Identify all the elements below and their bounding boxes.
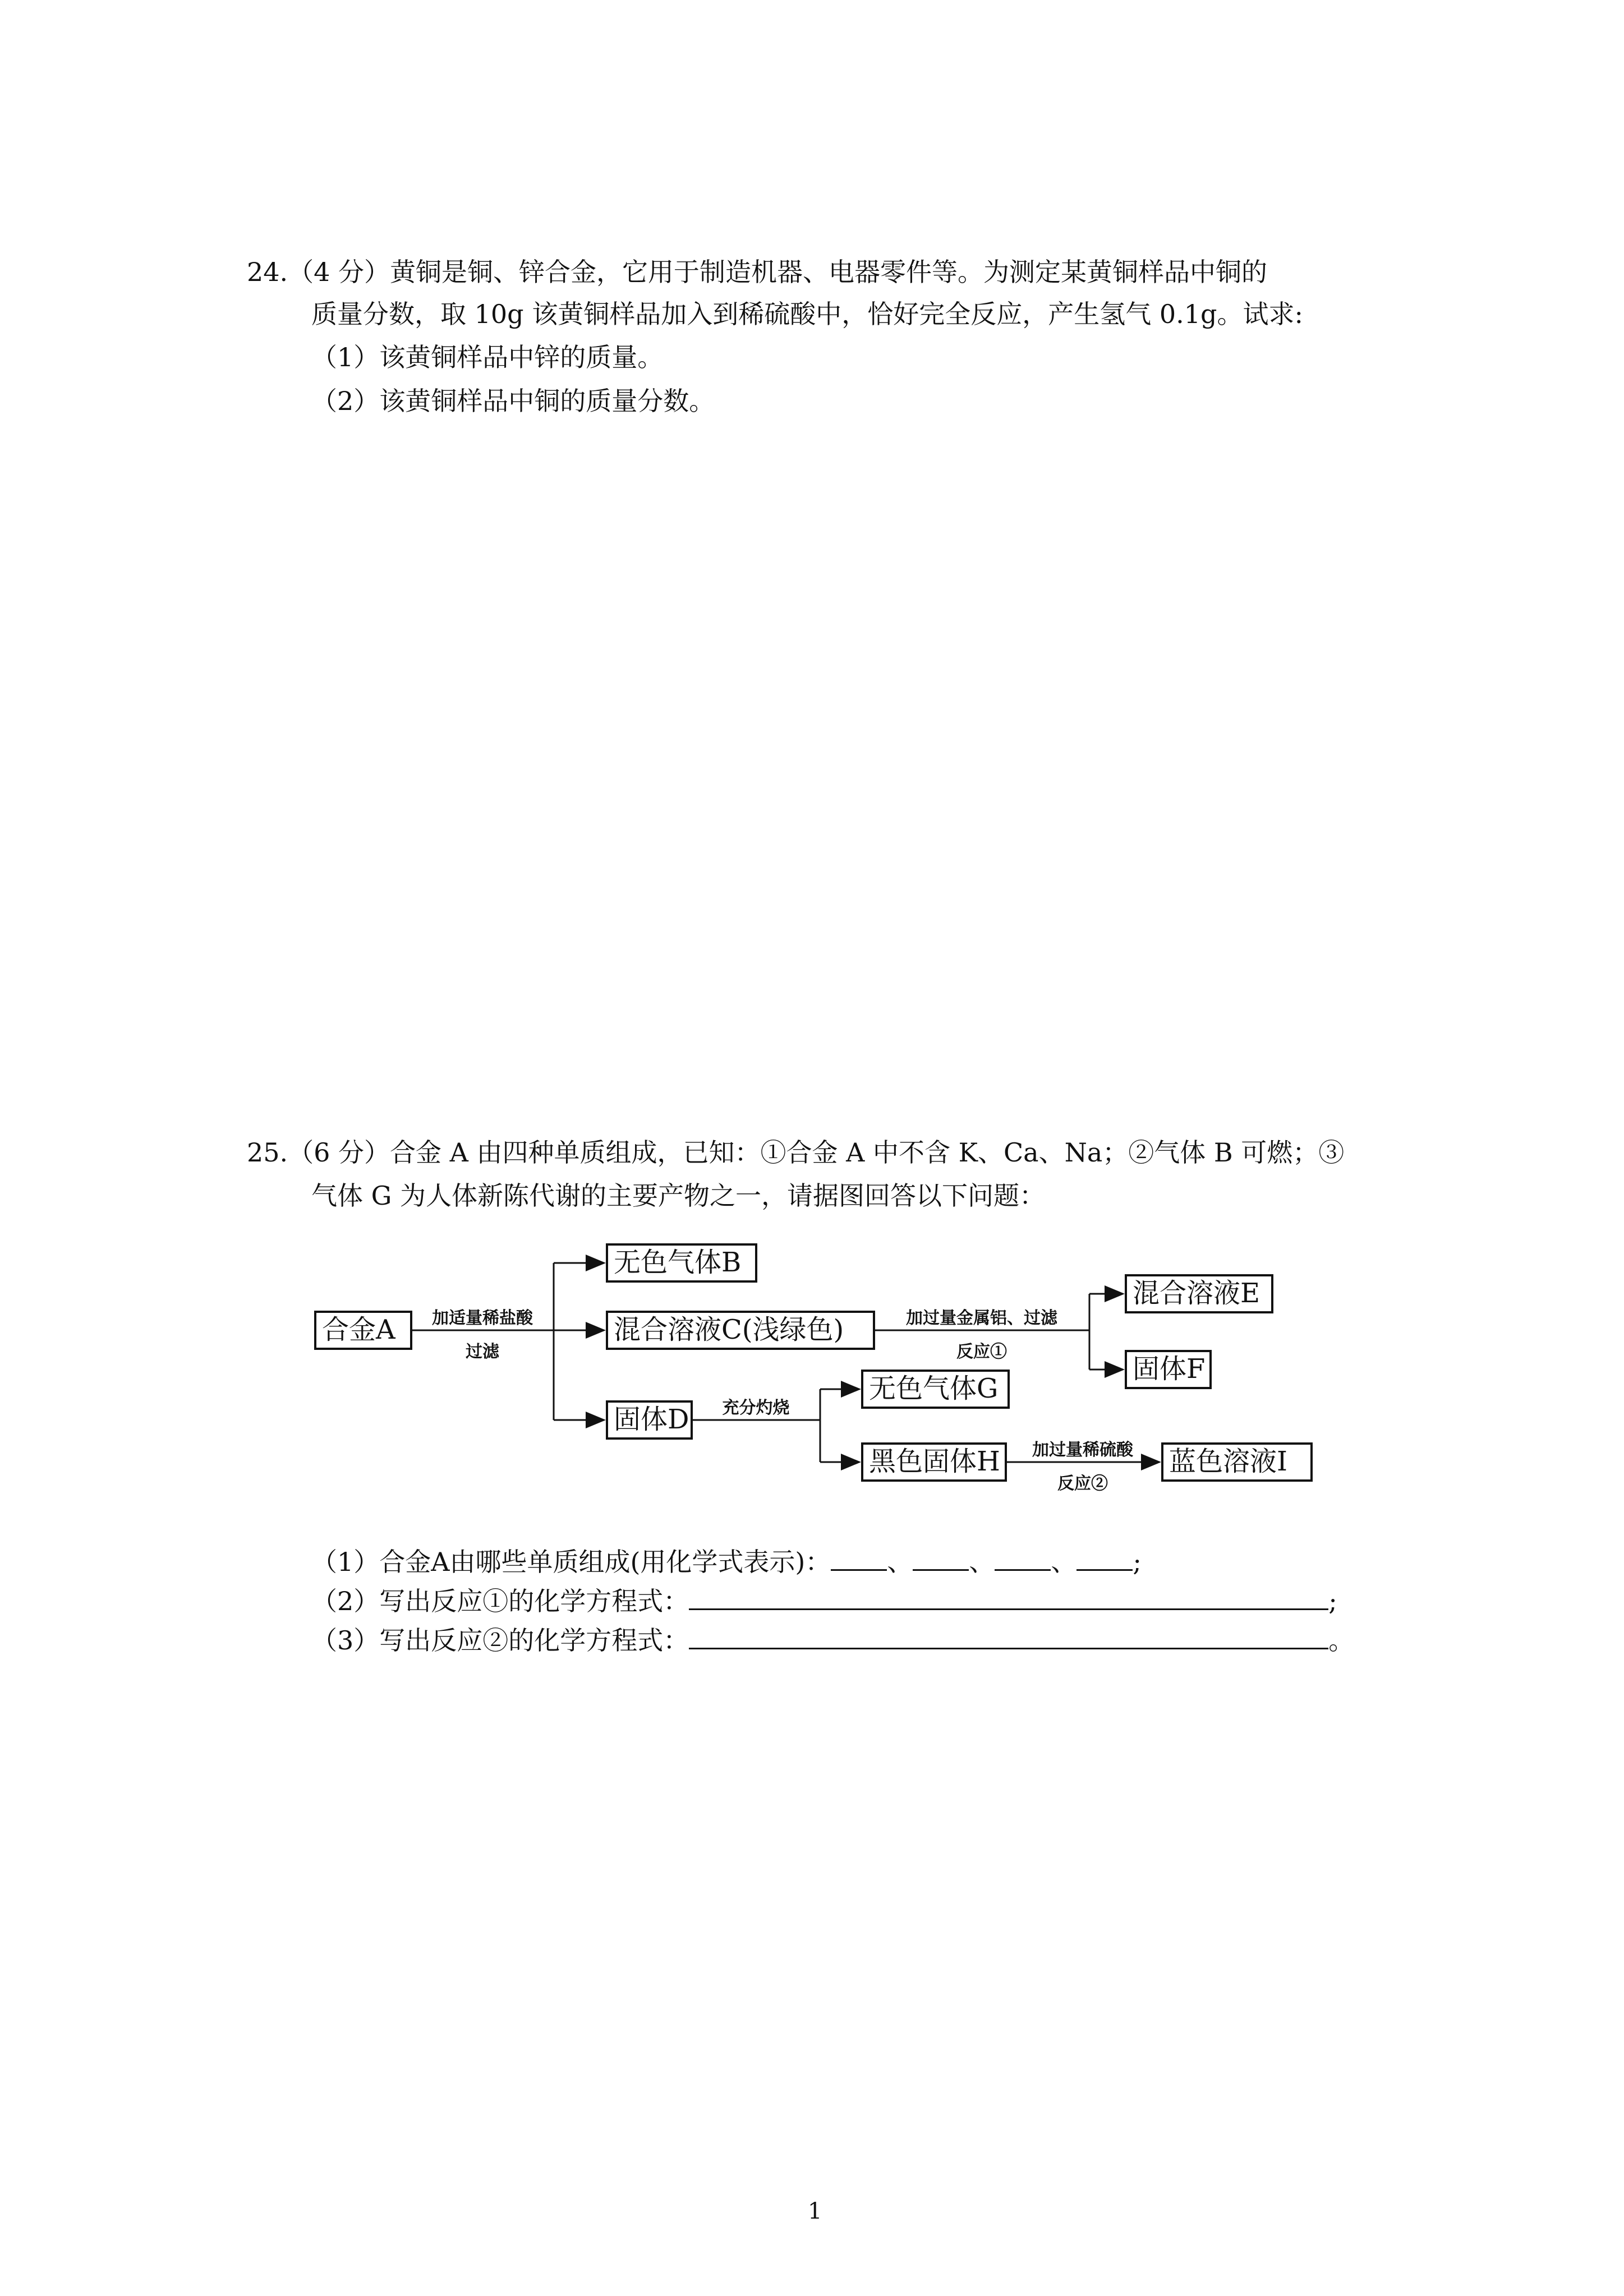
q25-sub3-end: 。 [1328,1625,1355,1656]
node-f: 固体F [1125,1350,1212,1389]
q25-sub1-text: （1）合金A由哪些单质组成(用化学式表示)： [311,1547,831,1577]
q24-line1: 24.（4 分）黄铜是铜、锌合金，它用于制造机器、电器零件等。为测定某黄铜样品中铜的 [247,257,1268,287]
edge-label-h-top: 加过量稀硫酸 [1032,1440,1133,1460]
equation-blank-1[interactable] [689,1586,1328,1610]
node-c: 混合溶液C(浅绿色) [606,1311,875,1350]
answer-blank-3[interactable] [995,1547,1051,1571]
edge-label-c-bottom: 反应① [956,1342,1007,1362]
node-i: 蓝色溶液I [1161,1442,1313,1482]
edge-label-a-top: 加适量稀盐酸 [432,1308,533,1328]
q25-sub2 [311,1584,1337,1618]
node-h: 黑色固体H [861,1442,1007,1482]
q25-sub1-sep: 、 [969,1547,995,1577]
answer-blank-1[interactable] [831,1547,887,1571]
edge-label-h-bottom: 反应② [1057,1474,1108,1493]
q25-sub1 [311,1545,1142,1579]
q25-sub3 [311,1624,1354,1657]
node-d: 固体D [606,1400,693,1440]
node-a: 合金A [314,1311,412,1350]
q24-sub1: （1）该黄铜样品中锌的质量。 [311,342,664,372]
node-g: 无色气体G [861,1370,1010,1409]
edge-label-d-top: 充分灼烧 [722,1398,790,1418]
q25-sub1-sep: 、 [887,1547,913,1577]
q25-line1: 25.（6 分）合金 A 由四种单质组成，已知：①合金 A 中不含 K、Ca、Na；②气体 B 可燃；③ [247,1137,1345,1168]
edge-label-a-bottom: 过滤 [466,1342,499,1362]
q25-sub2-text: （2）写出反应①的化学方程式： [311,1586,689,1616]
page-number: 1 [808,2198,822,2224]
node-e: 混合溶液E [1125,1274,1273,1313]
q25-line2: 气体 G 为人体新陈代谢的主要产物之一，请据图回答以下问题： [311,1181,1045,1211]
q25-sub1-sep: 、 [1051,1547,1077,1577]
node-b: 无色气体B [606,1243,757,1283]
edge-label-c-top: 加过量金属铝、过滤 [906,1308,1057,1328]
q25-sub1-end: ; [1133,1547,1142,1577]
q24-line2: 质量分数，取 10g 该黄铜样品加入到稀硫酸中，恰好完全反应，产生氢气 0.1g。试求: [311,299,1303,329]
q24-sub2: （2）该黄铜样品中铜的质量分数。 [311,386,715,416]
answer-blank-4[interactable] [1076,1547,1133,1571]
equation-blank-2[interactable] [689,1625,1328,1649]
answer-blank-2[interactable] [913,1547,969,1571]
q25-sub3-text: （3）写出反应②的化学方程式： [311,1625,689,1656]
q25-sub2-end: ; [1328,1586,1337,1616]
